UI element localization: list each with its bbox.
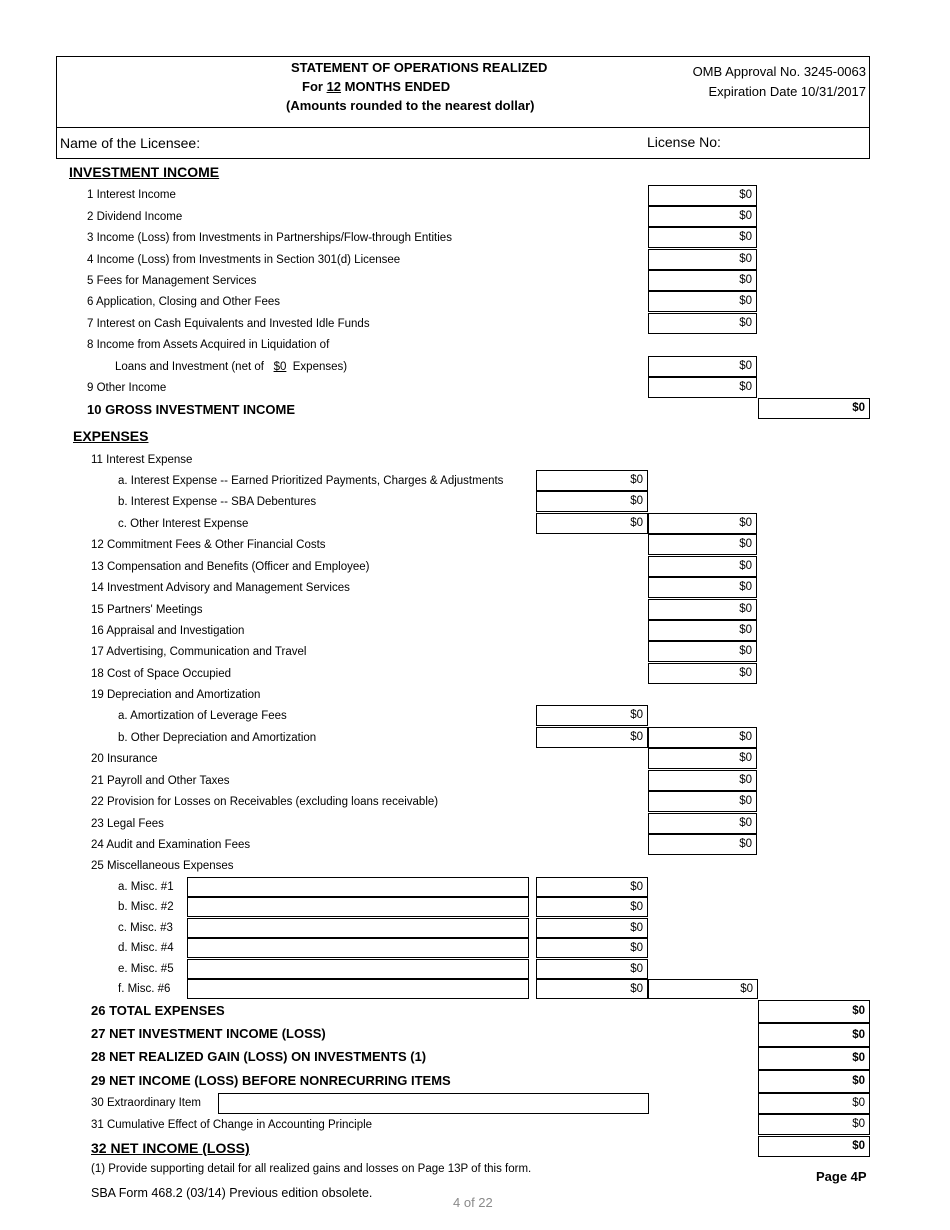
line-10-value[interactable]: $0 xyxy=(758,398,870,419)
line-30-description[interactable] xyxy=(218,1093,649,1114)
line-29-label: 29 NET INCOME (LOSS) BEFORE NONRECURRING ITEMS xyxy=(91,1073,451,1088)
line-28-value[interactable]: $0 xyxy=(758,1047,870,1070)
line-8-sub-suffix: Expenses) xyxy=(292,361,348,373)
line-31-value[interactable]: $0 xyxy=(758,1114,870,1135)
omb-approval: OMB Approval No. 3245-0063 xyxy=(692,64,866,79)
period-line xyxy=(302,79,450,94)
line-11-label: 11 Interest Expense xyxy=(91,454,193,466)
line-1-label: 1 Interest Income xyxy=(87,189,176,201)
misc-3-value[interactable]: $0 xyxy=(536,918,648,938)
line-23-value[interactable]: $0 xyxy=(648,813,757,834)
license-number-label: License No: xyxy=(647,134,721,150)
line-12-label: 12 Commitment Fees & Other Financial Costs xyxy=(91,539,326,551)
misc-4-label: d. Misc. #4 xyxy=(118,942,174,954)
line-22-value[interactable]: $0 xyxy=(648,791,757,812)
line-19b-label: b. Other Depreciation and Amortization xyxy=(118,732,317,744)
line-5-value[interactable]: $0 xyxy=(648,270,757,291)
line-2-label: 2 Dividend Income xyxy=(87,211,183,223)
misc-5-label: e. Misc. #5 xyxy=(118,963,174,975)
line-19a-label: a. Amortization of Leverage Fees xyxy=(118,710,287,722)
line-25-label: 25 Miscellaneous Expenses xyxy=(91,860,234,872)
line-16-label: 16 Appraisal and Investigation xyxy=(91,625,245,637)
line-17-value[interactable]: $0 xyxy=(648,641,757,662)
misc-4-value[interactable]: $0 xyxy=(536,938,648,958)
line-21-label: 21 Payroll and Other Taxes xyxy=(91,775,230,787)
line-11c-value[interactable]: $0 xyxy=(536,513,648,534)
line-14-label: 14 Investment Advisory and Management Services xyxy=(91,582,350,594)
line-7-value[interactable]: $0 xyxy=(648,313,757,334)
line-7-label: 7 Interest on Cash Equivalents and Invested Idle Funds xyxy=(87,318,370,330)
line-11c-label: c. Other Interest Expense xyxy=(118,518,249,530)
expiration-date: Expiration Date 10/31/2017 xyxy=(708,84,866,99)
line-2-value[interactable]: $0 xyxy=(648,206,757,227)
misc-3-description[interactable] xyxy=(187,918,529,938)
line-20-value[interactable]: $0 xyxy=(648,748,757,769)
line-8-label: 8 Income from Assets Acquired in Liquidation of xyxy=(87,339,330,351)
line-8-sub-label xyxy=(115,357,347,377)
page-number: 4 of 22 xyxy=(453,1195,493,1210)
expenses-heading: EXPENSES xyxy=(73,428,149,444)
line-4-value[interactable]: $0 xyxy=(648,249,757,270)
line-19-total[interactable]: $0 xyxy=(648,727,757,748)
line-20-label: 20 Insurance xyxy=(91,753,158,765)
line-5-label: 5 Fees for Management Services xyxy=(87,275,257,287)
line-24-label: 24 Audit and Examination Fees xyxy=(91,839,251,851)
line-6-label: 6 Application, Closing and Other Fees xyxy=(87,296,281,308)
line-8-sub-prefix: Loans and Investment (net of xyxy=(115,361,264,373)
line-10-label: 10 GROSS INVESTMENT INCOME xyxy=(87,402,296,417)
line-3-value[interactable]: $0 xyxy=(648,227,757,248)
line-27-label: 27 NET INVESTMENT INCOME (LOSS) xyxy=(91,1026,326,1041)
misc-total[interactable]: $0 xyxy=(648,979,758,999)
line-13-value[interactable]: $0 xyxy=(648,556,757,577)
line-17-label: 17 Advertising, Communication and Travel xyxy=(91,646,307,658)
line-29-value[interactable]: $0 xyxy=(758,1070,870,1093)
line-30-label: 30 Extraordinary Item xyxy=(91,1097,201,1109)
line-9-value[interactable]: $0 xyxy=(648,377,757,398)
form-id: SBA Form 468.2 (03/14) Previous edition obsolete. xyxy=(91,1186,373,1200)
line-15-value[interactable]: $0 xyxy=(648,599,757,620)
line-27-value[interactable]: $0 xyxy=(758,1023,870,1047)
line-18-value[interactable]: $0 xyxy=(648,663,757,684)
misc-6-label: f. Misc. #6 xyxy=(118,983,171,995)
line-8-value[interactable]: $0 xyxy=(648,356,757,377)
line-4-label: 4 Income (Loss) from Investments in Section 301(d) Licensee xyxy=(87,254,401,266)
line-19-label: 19 Depreciation and Amortization xyxy=(91,689,261,701)
line-3-label: 3 Income (Loss) from Investments in Partnerships/Flow-through Entities xyxy=(87,232,452,244)
misc-1-value[interactable]: $0 xyxy=(536,877,648,897)
misc-6-description[interactable] xyxy=(187,979,529,999)
period-suffix: MONTHS ENDED xyxy=(341,79,451,94)
line-12-value[interactable]: $0 xyxy=(648,534,757,555)
licensee-name-label: Name of the Licensee: xyxy=(60,135,201,151)
period-prefix: For xyxy=(302,79,327,94)
rounding-note: (Amounts rounded to the nearest dollar) xyxy=(286,98,535,113)
misc-5-value[interactable]: $0 xyxy=(536,959,648,979)
misc-1-description[interactable] xyxy=(187,877,529,897)
line-19a-value[interactable]: $0 xyxy=(536,705,648,726)
line-13-label: 13 Compensation and Benefits (Officer and Employee) xyxy=(91,561,370,573)
line-11b-label: b. Interest Expense -- SBA Debentures xyxy=(118,496,317,508)
misc-3-label: c. Misc. #3 xyxy=(118,922,173,934)
line-18-label: 18 Cost of Space Occupied xyxy=(91,668,231,680)
line-16-value[interactable]: $0 xyxy=(648,620,757,641)
investment-income-heading: INVESTMENT INCOME xyxy=(69,164,220,180)
line-8-expense-value[interactable]: $0 xyxy=(273,361,287,373)
line-19b-value[interactable]: $0 xyxy=(536,727,648,748)
months-value: 12 xyxy=(326,79,342,94)
line-21-value[interactable]: $0 xyxy=(648,770,757,791)
line-22-label: 22 Provision for Losses on Receivables (excluding loans receivable) xyxy=(91,796,439,808)
misc-2-description[interactable] xyxy=(187,897,529,917)
line-31-label: 31 Cumulative Effect of Change in Accounting Principle xyxy=(91,1119,373,1131)
line-23-label: 23 Legal Fees xyxy=(91,818,164,830)
line-11b-value[interactable]: $0 xyxy=(536,491,648,512)
statement-title: STATEMENT OF OPERATIONS REALIZED xyxy=(291,60,548,75)
misc-6-value[interactable]: $0 xyxy=(536,979,648,999)
misc-2-label: b. Misc. #2 xyxy=(118,901,174,913)
misc-4-description[interactable] xyxy=(187,938,529,958)
footnote: (1) Provide supporting detail for all realized gains and losses on Page 13P of this form. xyxy=(91,1163,532,1175)
line-11a-value[interactable]: $0 xyxy=(536,470,648,491)
misc-1-label: a. Misc. #1 xyxy=(118,881,174,893)
line-9-label: 9 Other Income xyxy=(87,382,167,394)
line-15-label: 15 Partners' Meetings xyxy=(91,604,203,616)
line-30-value[interactable]: $0 xyxy=(758,1093,870,1114)
line-32-value[interactable]: $0 xyxy=(758,1136,870,1157)
line-28-label: 28 NET REALIZED GAIN (LOSS) ON INVESTMENTS (1) xyxy=(91,1049,427,1064)
line-14-value[interactable]: $0 xyxy=(648,577,757,598)
line-32-label: 32 NET INCOME (LOSS) xyxy=(91,1140,250,1156)
line-11-total[interactable]: $0 xyxy=(648,513,757,534)
line-26-label: 26 TOTAL EXPENSES xyxy=(91,1003,225,1018)
line-26-value[interactable]: $0 xyxy=(758,1000,870,1023)
line-24-value[interactable]: $0 xyxy=(648,834,757,855)
line-11a-label: a. Interest Expense -- Earned Prioritized Payments, Charges & Adjustments xyxy=(118,475,504,487)
line-6-value[interactable]: $0 xyxy=(648,291,757,312)
misc-2-value[interactable]: $0 xyxy=(536,897,648,917)
page-label: Page 4P xyxy=(816,1169,867,1184)
line-1-value[interactable]: $0 xyxy=(648,185,757,206)
misc-5-description[interactable] xyxy=(187,959,529,979)
